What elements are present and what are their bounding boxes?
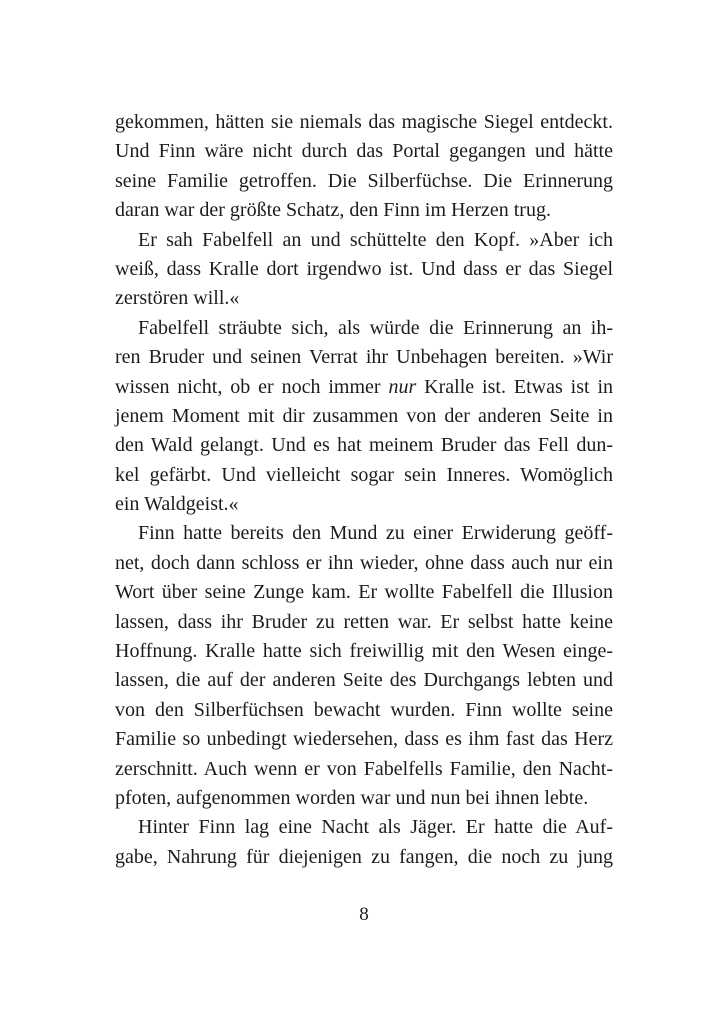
text-line [115, 196, 613, 225]
text-line [115, 608, 613, 637]
text-line [115, 725, 613, 754]
text-segment: ren Bruder und seinen Verrat ihr Unbehagen bereiten. »Wir [115, 346, 613, 369]
text-segment: Fabelfell sträubte sich, als würde die Erinnerung an ih- [138, 316, 613, 339]
text-line [115, 578, 613, 607]
text-line [115, 666, 613, 695]
text-line [115, 813, 613, 842]
text-segment: Hoffnung. Kralle hatte sich freiwillig mit den Wesen einge- [115, 640, 613, 663]
text-line [115, 255, 613, 284]
text-segment: ein Waldgeist.« [115, 493, 239, 516]
text-line [115, 137, 613, 166]
text-line [115, 519, 613, 548]
text-segment: pfoten, aufgenommen worden war und nun bei ihnen lebte. [115, 786, 589, 809]
text-segment: Wort über seine Zunge kam. Er wollte Fabelfell die Illusion [115, 581, 613, 604]
text-segment: Er sah Fabelfell an und schüttelte den Kopf. »Aber ich [138, 228, 613, 251]
text-segment: weiß, dass Kralle dort irgendwo ist. Und dass er das Siegel [115, 257, 613, 280]
text-line [115, 843, 613, 872]
text-segment: daran war der größte Schatz, den Finn im Herzen trug. [115, 199, 551, 222]
text-segment: zerstören will.« [115, 287, 240, 310]
text-line [115, 373, 613, 402]
text-line [115, 431, 613, 460]
text-line [115, 108, 613, 137]
page-number: 8 [359, 904, 369, 925]
text-segment: jenem Moment mit dir zusammen von der anderen Seite in [115, 404, 613, 427]
text-line [115, 490, 613, 519]
text-line [115, 284, 613, 313]
italic-text-segment: nur [388, 375, 417, 398]
text-segment: gabe, Nahrung für diejenigen zu fangen, die noch zu jung [115, 845, 613, 868]
text-line [115, 755, 613, 784]
text-segment: wissen nicht, ob er noch immer [115, 375, 389, 398]
text-line [115, 549, 613, 578]
text-line [115, 402, 613, 431]
text-segment: net, doch dann schloss er ihn wieder, ohne dass auch nur ein [115, 551, 613, 574]
text-segment: Familie so unbedingt wiedersehen, dass es ihm fast das Herz [115, 728, 613, 751]
text-block [115, 108, 613, 872]
text-segment: zerschnitt. Auch wenn er von Fabelfells Familie, den Nacht- [115, 757, 613, 780]
text-segment: Und Finn wäre nicht durch das Portal gegangen und hätte [115, 140, 613, 163]
text-line [115, 637, 613, 666]
text-segment: lassen, die auf der anderen Seite des Durchgangs lebten und [115, 669, 613, 692]
text-segment: den Wald gelangt. Und es hat meinem Bruder das Fell dun- [115, 434, 613, 457]
text-line [115, 167, 613, 196]
text-line [115, 343, 613, 372]
text-segment: Kralle ist. Etwas ist in [416, 375, 613, 398]
text-line [115, 696, 613, 725]
text-segment: gekommen, hätten sie niemals das magische Siegel entdeckt. [115, 111, 613, 133]
text-segment: Finn hatte bereits den Mund zu einer Erwiderung geöff- [138, 522, 613, 545]
text-line [115, 461, 613, 490]
text-line [115, 226, 613, 255]
text-segment: Hinter Finn lag eine Nacht als Jäger. Er hatte die Auf- [138, 816, 613, 839]
text-segment: von den Silberfüchsen bewacht wurden. Finn wollte seine [115, 698, 613, 721]
text-segment: seine Familie getroffen. Die Silberfüchse. Die Erinnerung [115, 169, 613, 192]
text-segment: lassen, dass ihr Bruder zu retten war. Er selbst hatte keine [115, 610, 613, 633]
text-line [115, 314, 613, 343]
text-line [115, 784, 613, 813]
text-segment: kel gefärbt. Und vielleicht sogar sein Inneres. Womöglich [115, 463, 613, 486]
